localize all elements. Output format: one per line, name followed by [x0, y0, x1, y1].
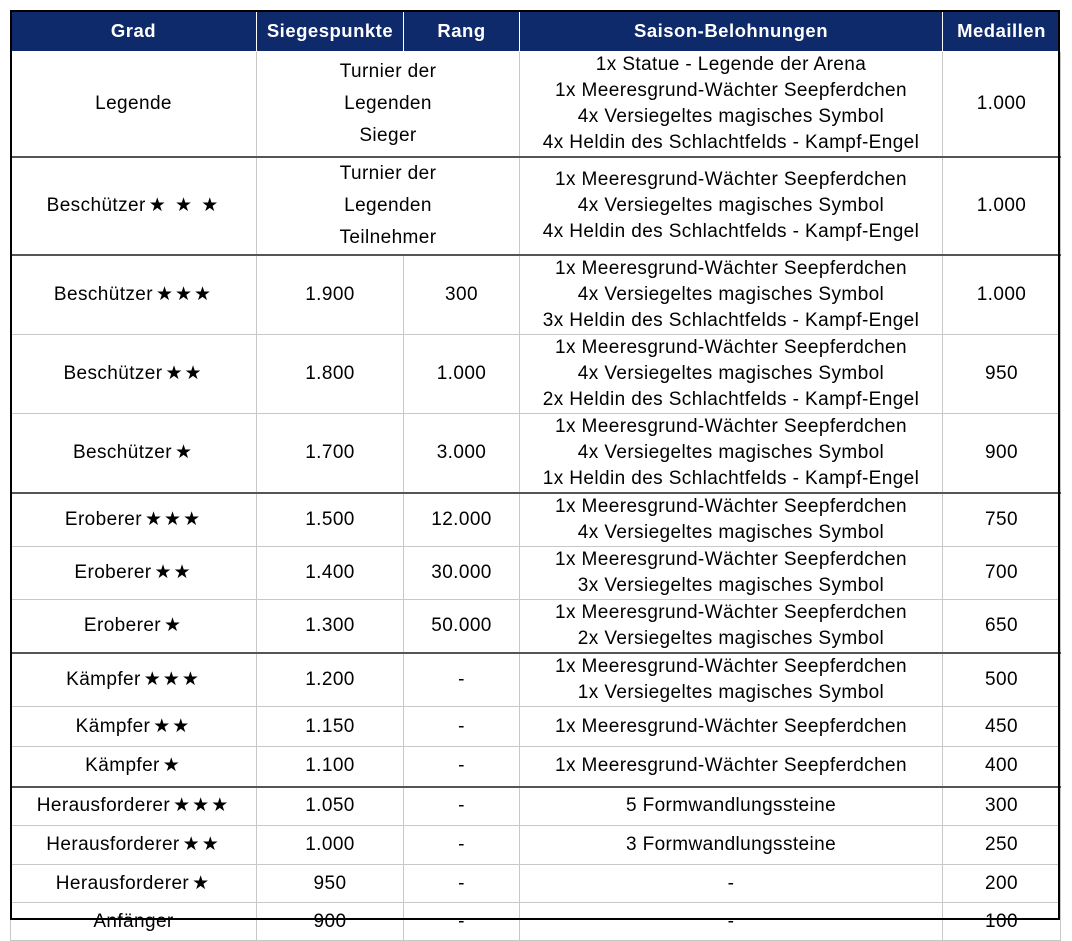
cell-rang: - — [404, 826, 520, 865]
grade-name: Beschützer — [72, 442, 172, 463]
table-row — [11, 707, 1061, 747]
cell-medaillen: 650 — [943, 600, 1061, 654]
reward-item: 1x Meeresgrund-Wächter Seepferdchen — [555, 656, 907, 677]
cell-medaillen: 400 — [943, 747, 1061, 787]
reward-item: 1x Meeresgrund-Wächter Seepferdchen — [555, 258, 907, 279]
cell-rang: - — [404, 903, 520, 941]
reward-item: 1x Heldin des Schlachtfelds - Kampf-Engel — [542, 468, 920, 489]
reward-item: 1x Meeresgrund-Wächter Seepferdchen — [555, 337, 907, 358]
cell-siegespunkte: 1.000 — [257, 826, 404, 865]
grade-name: Beschützer — [53, 284, 153, 305]
grade-stars: ★★ — [153, 715, 192, 737]
grade-name: Eroberer — [64, 509, 142, 530]
table-row — [11, 157, 1061, 255]
cell-grad — [11, 787, 257, 826]
reward-item: 4x Versiegeltes magisches Symbol — [577, 284, 885, 305]
table-row — [11, 600, 1061, 654]
reward-item: 4x Versiegeltes magisches Symbol — [577, 106, 885, 127]
cell-siegespunkte: 1.100 — [257, 747, 404, 787]
cell-rang: 1.000 — [404, 335, 520, 414]
grade-stars: ★ — [175, 442, 195, 463]
grade-name: Herausforderer — [36, 795, 171, 817]
cell-grad — [11, 493, 257, 547]
grade-stars: ★★ — [182, 834, 221, 855]
cell-rang: 300 — [404, 255, 520, 335]
header-medaillen: Medaillen — [943, 11, 1061, 52]
cell-medaillen: 300 — [943, 787, 1061, 826]
cell-medaillen: 950 — [943, 335, 1061, 414]
cell-medaillen: 700 — [943, 547, 1061, 600]
reward-item: 1x Meeresgrund-Wächter Seepferdchen — [555, 496, 907, 517]
cell-saison-belohnungen — [520, 903, 943, 941]
table-row — [11, 335, 1061, 414]
cell-siegespunkte: 1.900 — [257, 255, 404, 335]
table-row — [11, 747, 1061, 787]
cell-rang: 50.000 — [404, 600, 520, 654]
cell-grad — [11, 255, 257, 335]
cell-medaillen: 1.000 — [943, 52, 1061, 158]
cell-saison-belohnungen — [520, 865, 943, 903]
cell-saison-belohnungen — [520, 52, 943, 158]
table-row — [11, 414, 1061, 494]
reward-item: 1x Meeresgrund-Wächter Seepferdchen — [555, 715, 907, 737]
grade-name: Kämpfer — [85, 755, 160, 777]
table-row — [11, 255, 1061, 335]
cell-grad — [11, 547, 257, 600]
cell-tournament-qualification: Turnier der Legenden Sieger — [257, 52, 520, 158]
cell-grad — [11, 865, 257, 903]
cell-saison-belohnungen — [520, 826, 943, 865]
cell-saison-belohnungen — [520, 707, 943, 747]
reward-item: 1x Meeresgrund-Wächter Seepferdchen — [555, 416, 907, 437]
cell-medaillen: 500 — [943, 653, 1061, 707]
cell-saison-belohnungen — [520, 747, 943, 787]
cell-grad — [11, 653, 257, 707]
cell-rang: - — [404, 653, 520, 707]
cell-siegespunkte: 1.150 — [257, 707, 404, 747]
cell-medaillen: 450 — [943, 707, 1061, 747]
cell-grad — [11, 903, 257, 941]
header-saison-belohnungen: Saison-Belohnungen — [520, 11, 943, 52]
cell-saison-belohnungen — [520, 787, 943, 826]
cell-rang: - — [404, 707, 520, 747]
table-row — [11, 493, 1061, 547]
grade-name: Kämpfer — [66, 669, 141, 690]
cell-siegespunkte: 1.700 — [257, 414, 404, 494]
header-grad: Grad — [11, 11, 257, 52]
grade-stars: ★★★ — [173, 795, 231, 817]
table-row — [11, 903, 1061, 941]
reward-item: - — [727, 910, 735, 932]
cell-medaillen: 900 — [943, 414, 1061, 494]
grade-stars: ★ — [192, 872, 212, 894]
cell-saison-belohnungen — [520, 493, 943, 547]
cell-medaillen: 250 — [943, 826, 1061, 865]
reward-item: 1x Meeresgrund-Wächter Seepferdchen — [555, 755, 907, 777]
cell-rang: - — [404, 747, 520, 787]
cell-grad — [11, 826, 257, 865]
reward-item: 2x Heldin des Schlachtfelds - Kampf-Engel — [542, 389, 920, 410]
grade-stars: ★ — [162, 755, 182, 777]
reward-item: 4x Heldin des Schlachtfelds - Kampf-Engel — [542, 132, 920, 153]
cell-saison-belohnungen — [520, 157, 943, 255]
reward-item: 4x Heldin des Schlachtfelds - Kampf-Engel — [542, 221, 920, 242]
cell-saison-belohnungen — [520, 255, 943, 335]
cell-siegespunkte: 1.500 — [257, 493, 404, 547]
reward-item: 3x Heldin des Schlachtfelds - Kampf-Engel — [542, 310, 920, 331]
grade-stars: ★ ★ ★ — [148, 195, 221, 216]
table-header-row — [11, 11, 1061, 52]
cell-grad — [11, 747, 257, 787]
grade-name: Herausforderer — [46, 834, 180, 855]
table-row — [11, 826, 1061, 865]
cell-siegespunkte: 950 — [257, 865, 404, 903]
grade-name: Beschützer — [63, 363, 163, 384]
cell-medaillen: 1.000 — [943, 157, 1061, 255]
cell-saison-belohnungen — [520, 414, 943, 494]
table-row — [11, 52, 1061, 158]
cell-saison-belohnungen — [520, 335, 943, 414]
season-rewards-table — [10, 10, 1061, 941]
cell-rang: - — [404, 865, 520, 903]
cell-rang: - — [404, 787, 520, 826]
reward-item: 3x Versiegeltes magisches Symbol — [577, 575, 885, 596]
grade-name: Anfänger — [93, 910, 174, 932]
reward-item: 1x Meeresgrund-Wächter Seepferdchen — [555, 80, 907, 101]
grade-stars: ★ — [164, 615, 184, 636]
cell-medaillen: 1.000 — [943, 255, 1061, 335]
grade-name: Beschützer — [46, 195, 146, 216]
grade-stars: ★★★ — [143, 669, 201, 690]
reward-item: 5 Formwandlungssteine — [625, 795, 837, 817]
cell-saison-belohnungen — [520, 600, 943, 654]
grade-stars: ★★ — [165, 363, 204, 384]
cell-siegespunkte: 1.300 — [257, 600, 404, 654]
cell-rang: 12.000 — [404, 493, 520, 547]
grade-name: Eroberer — [83, 615, 162, 636]
grade-name: Herausforderer — [55, 872, 190, 894]
reward-item: 1x Meeresgrund-Wächter Seepferdchen — [555, 169, 907, 190]
cell-grad — [11, 414, 257, 494]
reward-item: 1x Meeresgrund-Wächter Seepferdchen — [555, 602, 907, 623]
grade-name: Eroberer — [74, 562, 152, 583]
cell-grad — [11, 157, 257, 255]
reward-item: 4x Versiegeltes magisches Symbol — [577, 195, 885, 216]
reward-item: 4x Versiegeltes magisches Symbol — [577, 522, 885, 543]
cell-rang: 3.000 — [404, 414, 520, 494]
rewards-table-container — [10, 10, 1061, 941]
table-row — [11, 653, 1061, 707]
table-row — [11, 787, 1061, 826]
cell-siegespunkte: 1.400 — [257, 547, 404, 600]
cell-rang: 30.000 — [404, 547, 520, 600]
grade-name: Kämpfer — [75, 715, 151, 737]
cell-siegespunkte: 900 — [257, 903, 404, 941]
reward-item: - — [727, 872, 735, 894]
reward-item: 1x Meeresgrund-Wächter Seepferdchen — [555, 549, 907, 570]
cell-siegespunkte: 1.800 — [257, 335, 404, 414]
cell-grad — [11, 52, 257, 158]
grade-stars: ★★ — [154, 562, 193, 583]
cell-medaillen: 750 — [943, 493, 1061, 547]
cell-saison-belohnungen — [520, 653, 943, 707]
cell-medaillen: 100 — [943, 903, 1061, 941]
header-siegespunkte: Siegespunkte — [257, 11, 404, 52]
reward-item: 1x Versiegeltes magisches Symbol — [577, 682, 885, 703]
table-row — [11, 547, 1061, 600]
grade-stars: ★★★ — [155, 284, 214, 305]
reward-item: 4x Versiegeltes magisches Symbol — [577, 363, 885, 384]
cell-siegespunkte: 1.200 — [257, 653, 404, 707]
grade-stars: ★★★ — [145, 509, 203, 530]
cell-grad — [11, 707, 257, 747]
reward-item: 2x Versiegeltes magisches Symbol — [577, 628, 885, 649]
cell-grad — [11, 335, 257, 414]
cell-siegespunkte: 1.050 — [257, 787, 404, 826]
header-rang: Rang — [404, 11, 520, 52]
cell-grad — [11, 600, 257, 654]
reward-item: 4x Versiegeltes magisches Symbol — [577, 442, 885, 463]
cell-saison-belohnungen — [520, 547, 943, 600]
cell-medaillen: 200 — [943, 865, 1061, 903]
reward-item: 3 Formwandlungssteine — [625, 834, 837, 855]
cell-tournament-qualification: Turnier der Legenden Teilnehmer — [257, 157, 520, 255]
reward-item: 1x Statue - Legende der Arena — [595, 54, 867, 75]
table-row — [11, 865, 1061, 903]
grade-name: Legende — [95, 93, 172, 114]
